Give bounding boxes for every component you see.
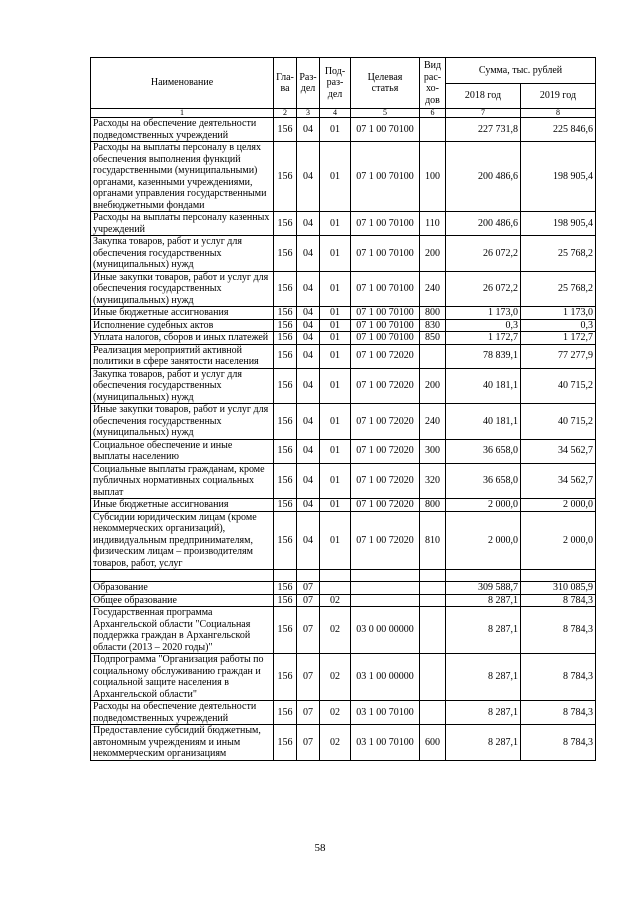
table-body — [91, 118, 596, 761]
row-sum-2018: 8 287,1 — [446, 654, 521, 701]
row-razdel: 04 — [297, 271, 320, 307]
row-sum-2019: 8 784,3 — [521, 654, 596, 701]
table-row — [91, 307, 596, 320]
row-glava: 156 — [274, 142, 297, 212]
row-razdel: 07 — [297, 607, 320, 654]
row-sum-2018: 36 658,0 — [446, 439, 521, 463]
row-sum-2018: 0,3 — [446, 319, 521, 332]
row-podrazdel: 01 — [320, 142, 351, 212]
header-year-2018: 2018 год — [446, 83, 521, 109]
table-row — [91, 344, 596, 368]
column-number: 8 — [521, 109, 596, 118]
row-sum-2019: 2 000,0 — [521, 499, 596, 512]
row-razdel: 04 — [297, 319, 320, 332]
row-name: Закупка товаров, работ и услуг для обеспечения государственных (муниципальных) нужд — [91, 236, 274, 272]
row-podrazdel: 01 — [320, 404, 351, 440]
row-razdel: 04 — [297, 118, 320, 142]
row-vid: 240 — [420, 271, 446, 307]
table-row — [91, 654, 596, 701]
column-number: 4 — [320, 109, 351, 118]
row-target: 03 1 00 70100 — [351, 725, 420, 761]
row-vid: 800 — [420, 499, 446, 512]
row-name: Общее образование — [91, 594, 274, 607]
row-vid — [420, 654, 446, 701]
page-number: 58 — [314, 842, 326, 854]
budget-table — [90, 57, 596, 761]
row-glava: 156 — [274, 499, 297, 512]
row-vid — [420, 701, 446, 725]
row-sum-2018: 8 287,1 — [446, 701, 521, 725]
row-target: 07 1 00 70100 — [351, 236, 420, 272]
table-row — [91, 236, 596, 272]
table-row — [91, 570, 596, 582]
row-podrazdel: 01 — [320, 212, 351, 236]
row-target: 07 1 00 70100 — [351, 142, 420, 212]
row-name: Социальные выплаты гражданам, кроме публичных нормативных социальных выплат — [91, 463, 274, 499]
row-sum-2018: 200 486,6 — [446, 212, 521, 236]
row-vid — [420, 582, 446, 595]
table-row — [91, 511, 596, 570]
header-name: Наименование — [91, 58, 274, 109]
table-row — [91, 607, 596, 654]
row-name: Расходы на выплаты персоналу казенных учреждений — [91, 212, 274, 236]
row-vid: 850 — [420, 332, 446, 345]
row-name: Подпрограмма "Организация работы по социальному обслуживанию граждан и социальной защите населения в Архангельской области" — [91, 654, 274, 701]
row-target — [351, 582, 420, 595]
table-row — [91, 701, 596, 725]
row-podrazdel: 02 — [320, 701, 351, 725]
row-podrazdel: 01 — [320, 307, 351, 320]
row-razdel: 07 — [297, 594, 320, 607]
table-row — [91, 439, 596, 463]
table-row — [91, 142, 596, 212]
row-sum-2018: 40 181,1 — [446, 368, 521, 404]
row-sum-2018: 26 072,2 — [446, 271, 521, 307]
row-glava: 156 — [274, 607, 297, 654]
row-podrazdel: 01 — [320, 344, 351, 368]
row-target: 07 1 00 72020 — [351, 344, 420, 368]
row-sum-2018: 2 000,0 — [446, 499, 521, 512]
row-sum-2018: 8 287,1 — [446, 725, 521, 761]
row-vid: 240 — [420, 404, 446, 440]
row-name: Предоставление субсидий бюджетным, автономным учреждениям и иным некоммерческим организациям — [91, 725, 274, 761]
row-vid: 830 — [420, 319, 446, 332]
row-sum-2019: 34 562,7 — [521, 463, 596, 499]
row-sum-2018: 8 287,1 — [446, 594, 521, 607]
row-name: Образование — [91, 582, 274, 595]
header-glava: Гла- ва — [274, 58, 297, 109]
row-sum-2018: 1 172,7 — [446, 332, 521, 345]
row-sum-2019: 310 085,9 — [521, 582, 596, 595]
header-vid: Вид рас- хо- дов — [420, 58, 446, 109]
column-number: 2 — [274, 109, 297, 118]
empty-cell — [91, 570, 274, 582]
row-vid — [420, 118, 446, 142]
table-row — [91, 118, 596, 142]
row-razdel: 04 — [297, 511, 320, 570]
row-sum-2018: 2 000,0 — [446, 511, 521, 570]
row-name: Уплата налогов, сборов и иных платежей — [91, 332, 274, 345]
row-podrazdel: 02 — [320, 607, 351, 654]
row-name: Иные бюджетные ассигнования — [91, 307, 274, 320]
row-glava: 156 — [274, 725, 297, 761]
table-row — [91, 404, 596, 440]
row-target: 07 1 00 72020 — [351, 439, 420, 463]
row-name: Иные закупки товаров, работ и услуг для обеспечения государственных (муниципальных) нужд — [91, 404, 274, 440]
row-sum-2018: 227 731,8 — [446, 118, 521, 142]
row-name: Субсидии юридическим лицам (кроме некоммерческих организаций), индивидуальным предпринимателям, физическим лицам – производителям товаров, работ, услуг — [91, 511, 274, 570]
row-razdel: 04 — [297, 368, 320, 404]
row-razdel: 04 — [297, 212, 320, 236]
column-number: 6 — [420, 109, 446, 118]
table-row — [91, 212, 596, 236]
row-podrazdel: 01 — [320, 271, 351, 307]
column-number: 7 — [446, 109, 521, 118]
row-sum-2019: 25 768,2 — [521, 236, 596, 272]
row-razdel: 04 — [297, 332, 320, 345]
row-sum-2019: 2 000,0 — [521, 511, 596, 570]
header-row-1 — [91, 58, 596, 84]
row-vid: 200 — [420, 368, 446, 404]
row-target: 07 1 00 70100 — [351, 319, 420, 332]
row-sum-2019: 198 905,4 — [521, 212, 596, 236]
row-vid: 810 — [420, 511, 446, 570]
column-number: 5 — [351, 109, 420, 118]
row-vid: 800 — [420, 307, 446, 320]
empty-cell — [274, 570, 297, 582]
table-row — [91, 463, 596, 499]
header-target: Целевая статья — [351, 58, 420, 109]
row-glava: 156 — [274, 701, 297, 725]
row-podrazdel: 01 — [320, 236, 351, 272]
empty-cell — [521, 570, 596, 582]
table-row — [91, 594, 596, 607]
row-sum-2018: 309 588,7 — [446, 582, 521, 595]
row-target: 03 0 00 00000 — [351, 607, 420, 654]
empty-cell — [446, 570, 521, 582]
row-target: 07 1 00 72020 — [351, 404, 420, 440]
row-podrazdel: 02 — [320, 725, 351, 761]
row-sum-2019: 1 172,7 — [521, 332, 596, 345]
empty-cell — [420, 570, 446, 582]
row-sum-2019: 8 784,3 — [521, 725, 596, 761]
row-name: Расходы на обеспечение деятельности подведомственных учреждений — [91, 118, 274, 142]
row-podrazdel: 01 — [320, 368, 351, 404]
row-razdel: 07 — [297, 654, 320, 701]
row-razdel: 07 — [297, 725, 320, 761]
row-sum-2019: 40 715,2 — [521, 368, 596, 404]
row-glava: 156 — [274, 307, 297, 320]
header-razdel: Раз- дел — [297, 58, 320, 109]
column-number: 3 — [297, 109, 320, 118]
row-glava: 156 — [274, 212, 297, 236]
row-sum-2019: 0,3 — [521, 319, 596, 332]
row-podrazdel: 01 — [320, 511, 351, 570]
row-podrazdel: 01 — [320, 332, 351, 345]
row-sum-2018: 26 072,2 — [446, 236, 521, 272]
row-sum-2018: 78 839,1 — [446, 344, 521, 368]
row-sum-2019: 8 784,3 — [521, 594, 596, 607]
header-sum: Сумма, тыс. рублей — [446, 58, 596, 84]
table-row — [91, 271, 596, 307]
row-target: 07 1 00 72020 — [351, 499, 420, 512]
row-razdel: 04 — [297, 236, 320, 272]
row-razdel: 04 — [297, 463, 320, 499]
row-sum-2019: 8 784,3 — [521, 607, 596, 654]
row-sum-2019: 25 768,2 — [521, 271, 596, 307]
row-target: 07 1 00 72020 — [351, 511, 420, 570]
row-target: 07 1 00 72020 — [351, 368, 420, 404]
row-podrazdel: 02 — [320, 654, 351, 701]
table-row — [91, 499, 596, 512]
row-razdel: 07 — [297, 701, 320, 725]
column-number-row — [91, 109, 596, 118]
row-glava: 156 — [274, 654, 297, 701]
row-vid: 300 — [420, 439, 446, 463]
header-year-2019: 2019 год — [521, 83, 596, 109]
empty-cell — [297, 570, 320, 582]
row-sum-2018: 1 173,0 — [446, 307, 521, 320]
row-glava: 156 — [274, 368, 297, 404]
row-podrazdel: 01 — [320, 118, 351, 142]
row-glava: 156 — [274, 594, 297, 607]
row-vid: 200 — [420, 236, 446, 272]
row-name: Социальное обеспечение и иные выплаты населению — [91, 439, 274, 463]
row-sum-2019: 34 562,7 — [521, 439, 596, 463]
row-vid — [420, 607, 446, 654]
row-sum-2019: 8 784,3 — [521, 701, 596, 725]
row-glava: 156 — [274, 236, 297, 272]
empty-cell — [320, 570, 351, 582]
row-target: 07 1 00 70100 — [351, 212, 420, 236]
row-glava: 156 — [274, 319, 297, 332]
row-target — [351, 594, 420, 607]
row-vid: 100 — [420, 142, 446, 212]
row-name: Иные бюджетные ассигнования — [91, 499, 274, 512]
table-row — [91, 725, 596, 761]
table-row — [91, 319, 596, 332]
row-podrazdel: 01 — [320, 499, 351, 512]
row-target: 03 1 00 00000 — [351, 654, 420, 701]
row-vid: 320 — [420, 463, 446, 499]
row-vid: 110 — [420, 212, 446, 236]
row-glava: 156 — [274, 404, 297, 440]
row-sum-2019: 198 905,4 — [521, 142, 596, 212]
row-target: 07 1 00 70100 — [351, 271, 420, 307]
row-razdel: 07 — [297, 582, 320, 595]
row-glava: 156 — [274, 439, 297, 463]
row-vid — [420, 344, 446, 368]
row-glava: 156 — [274, 332, 297, 345]
table-row — [91, 332, 596, 345]
row-target: 07 1 00 70100 — [351, 332, 420, 345]
row-podrazdel — [320, 582, 351, 595]
row-sum-2019: 225 846,6 — [521, 118, 596, 142]
row-razdel: 04 — [297, 499, 320, 512]
row-glava: 156 — [274, 463, 297, 499]
row-podrazdel: 01 — [320, 319, 351, 332]
row-sum-2018: 200 486,6 — [446, 142, 521, 212]
table-row — [91, 368, 596, 404]
header-podrazdel: Под- раз- дел — [320, 58, 351, 109]
column-number: 1 — [91, 109, 274, 118]
row-name: Реализация мероприятий активной политики в сфере занятости населения — [91, 344, 274, 368]
row-razdel: 04 — [297, 404, 320, 440]
row-name: Исполнение судебных актов — [91, 319, 274, 332]
row-target: 03 1 00 70100 — [351, 701, 420, 725]
row-glava: 156 — [274, 271, 297, 307]
row-razdel: 04 — [297, 307, 320, 320]
row-sum-2019: 1 173,0 — [521, 307, 596, 320]
row-name: Расходы на обеспечение деятельности подведомственных учреждений — [91, 701, 274, 725]
row-podrazdel: 01 — [320, 439, 351, 463]
table-row — [91, 582, 596, 595]
row-sum-2018: 36 658,0 — [446, 463, 521, 499]
row-target: 07 1 00 70100 — [351, 118, 420, 142]
row-razdel: 04 — [297, 142, 320, 212]
row-razdel: 04 — [297, 344, 320, 368]
row-name: Закупка товаров, работ и услуг для обеспечения государственных (муниципальных) нужд — [91, 368, 274, 404]
row-sum-2019: 77 277,9 — [521, 344, 596, 368]
row-glava: 156 — [274, 582, 297, 595]
row-sum-2018: 40 181,1 — [446, 404, 521, 440]
row-glava: 156 — [274, 511, 297, 570]
row-vid — [420, 594, 446, 607]
empty-cell — [351, 570, 420, 582]
row-glava: 156 — [274, 344, 297, 368]
row-target: 07 1 00 70100 — [351, 307, 420, 320]
row-sum-2018: 8 287,1 — [446, 607, 521, 654]
row-podrazdel: 02 — [320, 594, 351, 607]
row-name: Расходы на выплаты персоналу в целях обеспечения выполнения функций государственными (муниципальными) органами, казенными учреждениями, органами управления государственными внебюджетными фондами — [91, 142, 274, 212]
row-name: Государственная программа Архангельской области "Социальная поддержка граждан в Архангельской области (2013 – 2020 годы)" — [91, 607, 274, 654]
row-target: 07 1 00 72020 — [351, 463, 420, 499]
row-sum-2019: 40 715,2 — [521, 404, 596, 440]
row-vid: 600 — [420, 725, 446, 761]
row-name: Иные закупки товаров, работ и услуг для обеспечения государственных (муниципальных) нужд — [91, 271, 274, 307]
row-glava: 156 — [274, 118, 297, 142]
row-razdel: 04 — [297, 439, 320, 463]
row-podrazdel: 01 — [320, 463, 351, 499]
